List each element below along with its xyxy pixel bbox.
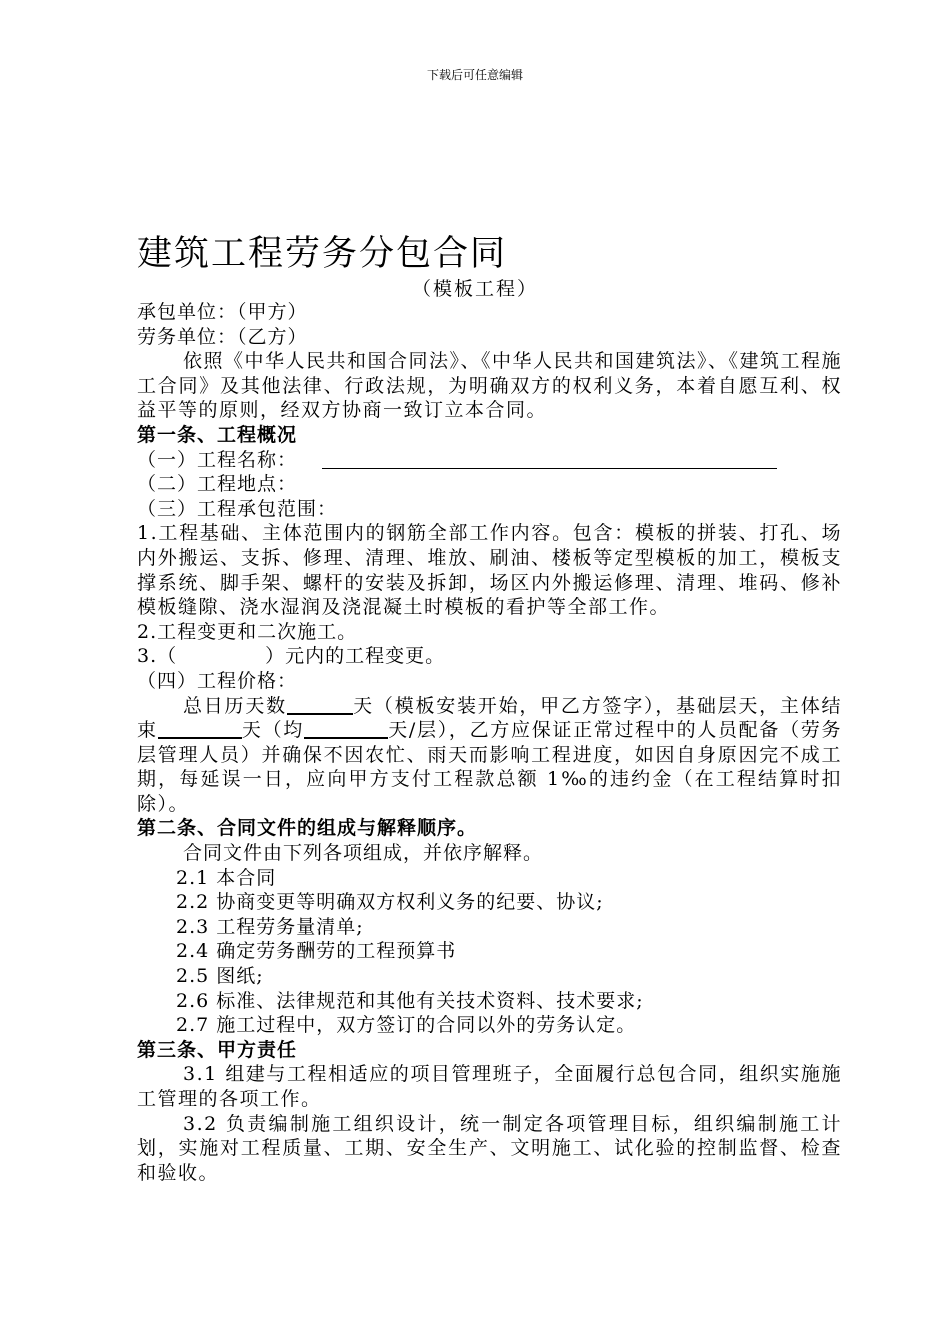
per-floor-days-blank [304, 719, 388, 739]
header-note: 下载后可任意编辑 [426, 68, 523, 82]
main-days-blank [158, 719, 242, 739]
list-item: 2.5 图纸; [176, 965, 264, 988]
scope-item-2: 2.工程变更和二次施工。 [137, 620, 358, 643]
price-text-b: 天（模板安装开始，甲乙方签字），基础层天，主体结束 [137, 694, 842, 742]
article3-heading: 第三条、甲方责任 [137, 1038, 298, 1061]
scope-item-1: 1.工程基础、主体范围内的钢筋全部工作内容。包含：模板的拼装、打孔、场内外搬运、支拆、修理、清理、堆放、刷油、楼板等定型模板的加工，模板支撑系统、脚手架、螺杆的安装及拆卸，场区内外搬运修理、清理、堆码、修补模板缝隙、浇水湿润及浇混凝土时模板的看护等全部工作。 [137, 522, 842, 619]
article3-paragraph-2: 3.2 负责编制施工组织设计，统一制定各项管理目标，组织编制施工计划，实施对工程质量、工期、安全生产、文明施工、试化验的控制监督、检查和验收。 [137, 1112, 842, 1184]
list-item: 2.7 施工过程中，双方签订的合同以外的劳务认定。 [176, 1014, 637, 1037]
project-name-label: （一）工程名称： [137, 448, 298, 471]
article1-heading: 第一条、工程概况 [137, 423, 298, 446]
price-paragraph [137, 694, 842, 817]
article3-paragraph-1: 3.1 组建与工程相适应的项目管理班子，全面履行总包合同，组织实施施工管理的各项工作。 [137, 1063, 842, 1110]
document-subtitle: （模板工程） [411, 278, 538, 300]
intro-paragraph: 依照《中华人民共和国合同法》、《中华人民共和国建筑法》、《建筑工程施工合同》及其他法律、行政法规，为明确双方的权利义务，本着自愿互利、权益平等的原则，经双方协商一致订立本合同。 [137, 350, 843, 422]
list-item: 2.6 标准、法律规范和其他有关技术资料、技术要求; [176, 989, 644, 1012]
project-name-blank [322, 450, 777, 469]
price-text-d: 天/层），乙方应保证正常过程中的人员配备（劳务层管理人员）并确保不因农忙、雨天而影响工程进度，如因自身原因完不成工期，每延误一日，应向甲方支付工程款总额 1‰的违约金（在工程结算时扣除）。 [137, 719, 842, 815]
scope-item-3-suffix: ）元内的工程变更。 [265, 645, 446, 668]
scope-item-3-prefix: 3.（ [137, 645, 178, 668]
document-title: 建筑工程劳务分包合同 [137, 234, 508, 274]
article2-heading: 第二条、合同文件的组成与解释顺序。 [137, 817, 478, 840]
scope-item-3 [137, 644, 842, 669]
labor-party: 劳务单位：（乙方） [137, 325, 308, 348]
list-item: 2.4 确定劳务酬劳的工程预算书 [176, 940, 457, 963]
project-name-row [137, 448, 842, 473]
total-days-blank [287, 695, 353, 715]
project-scope-label: （三）工程承包范围： [137, 497, 338, 520]
article2-intro: 合同文件由下列各项组成，并依序解释。 [183, 842, 544, 865]
price-label: （四）工程价格： [137, 669, 298, 692]
list-item: 2.1 本合同 [176, 866, 277, 889]
price-text-a: 总日历天数 [183, 694, 287, 717]
price-text-c: 天（均 [241, 719, 304, 742]
document-body [137, 300, 842, 1185]
project-location-label: （二）工程地点： [137, 473, 298, 496]
list-item: 2.3 工程劳务量清单; [176, 915, 364, 938]
contractor-party: 承包单位：（甲方） [137, 301, 308, 323]
list-item: 2.2 协商变更等明确双方权利义务的纪要、协议; [176, 891, 604, 914]
